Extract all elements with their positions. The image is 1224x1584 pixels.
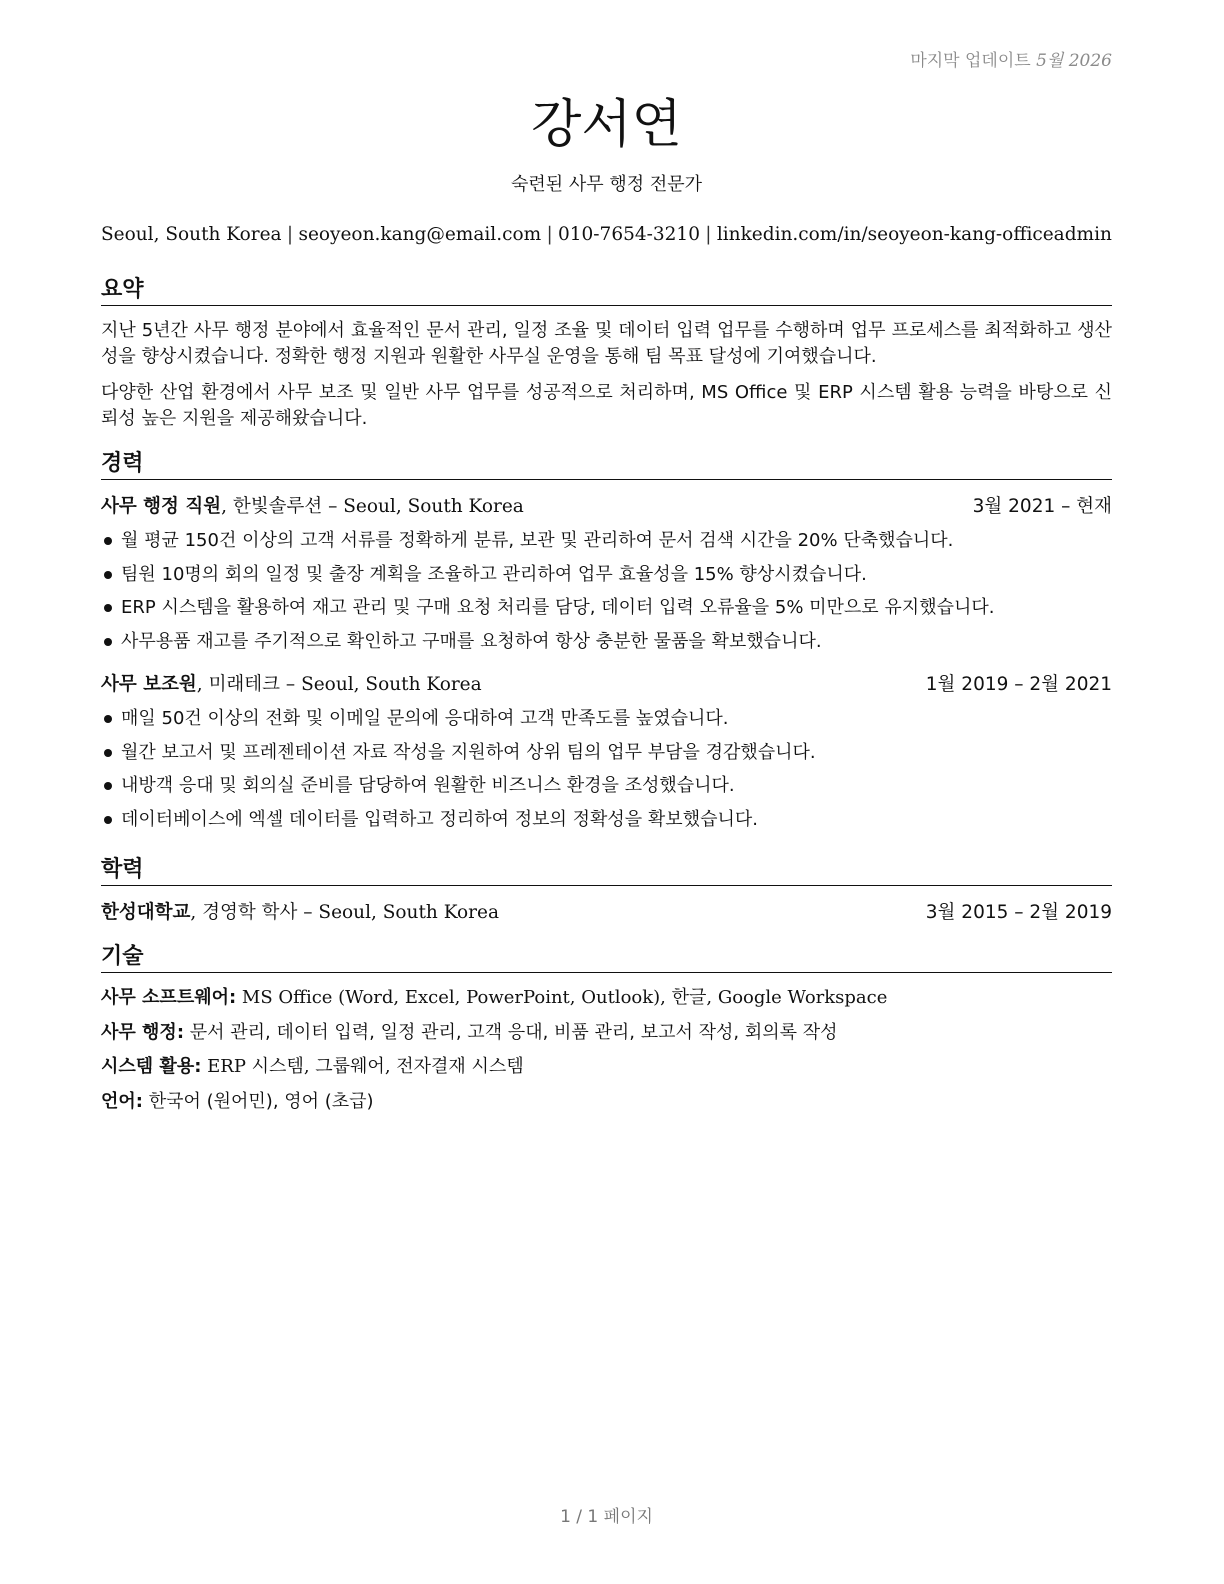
job-entry — [101, 494, 1112, 658]
summary-paragraph: 다양한 산업 환경에서 사무 보조 및 일반 사무 업무를 성공적으로 처리하며, MS Office 및 ERP 시스템 활용 능력을 바탕으로 신뢰성 높은 지원을 제공해왔습니다. — [101, 382, 1112, 429]
last-updated-date: 5월 2026 — [1036, 51, 1112, 71]
job-location: Seoul, South Korea — [343, 496, 524, 517]
skill-row — [101, 1016, 1112, 1051]
skill-value: MS Office (Word, Excel, PowerPoint, Outlook), 한글, Google Workspace — [241, 987, 888, 1008]
list-item: ERP 시스템을 활용하여 재고 관리 및 구매 요청 처리를 담당, 데이터 입력 오류율을 5% 미만으로 유지했습니다. — [101, 591, 1112, 625]
experience-heading: 경력 — [101, 449, 1112, 480]
list-item: 내방객 응대 및 회의실 준비를 담당하여 원활한 비즈니스 환경을 조성했습니다. — [101, 769, 1112, 803]
job-bullets — [101, 702, 1112, 836]
summary-paragraph: 지난 5년간 사무 행정 분야에서 효율적인 문서 관리, 일정 조율 및 데이터 입력 업무를 수행하며 업무 프로세스를 최적화하고 생산성을 향상시켰습니다. 정확한 행정 지원과 원활한 사무실 운영을 통해 팀 목표 달성에 기여했습니다. — [101, 320, 1112, 367]
skill-label: 시스템 활용: — [101, 1056, 202, 1077]
last-updated-label: 마지막 업데이트 — [910, 51, 1031, 71]
job-role: 사무 보조원 — [101, 674, 197, 695]
skills-section — [101, 942, 1112, 1119]
skills-list — [101, 981, 1112, 1119]
job-dates: 1월 2019 – 2월 2021 — [925, 674, 1112, 695]
list-item: 매일 50건 이상의 전화 및 이메일 문의에 응대하여 고객 만족도를 높였습니다. — [101, 702, 1112, 736]
list-item: 월 평균 150건 이상의 고객 서류를 정확하게 분류, 보관 및 관리하여 문서 검색 시간을 20% 단축했습니다. — [101, 524, 1112, 558]
contact-info — [101, 224, 1112, 245]
contact-separator: | — [286, 224, 294, 245]
candidate-tagline: 숙련된 사무 행정 전문가 — [510, 174, 703, 195]
skill-label: 사무 행정: — [101, 1021, 185, 1043]
list-item: 팀원 10명의 회의 일정 및 출장 계획을 조율하고 관리하여 업무 효율성을 15% 향상시켰습니다. — [101, 558, 1112, 592]
contact-separator: | — [546, 224, 553, 245]
job-header: 사무 보조원, 미래테크 – Seoul, South Korea 1월 2019 – 2월 2021 — [101, 672, 1112, 698]
candidate-name: 강서연 — [531, 95, 682, 155]
job-header: 사무 행정 직원, 한빛솔루션 – Seoul, South Korea 3월 2021 – 현재 — [101, 494, 1112, 520]
education-school: 한성대학교 — [101, 902, 191, 923]
list-item: 월간 보고서 및 프레젠테이션 자료 작성을 지원하여 상위 팀의 업무 부담을 경감했습니다. — [101, 736, 1112, 770]
job-company: 한빛솔루션 — [232, 496, 323, 517]
last-updated — [910, 46, 1112, 71]
contact-location: Seoul, South Korea — [101, 224, 282, 245]
skill-label: 언어: — [101, 1090, 143, 1112]
skill-row — [101, 1085, 1112, 1120]
skill-row — [101, 981, 1112, 1016]
resume-page — [101, 0, 1112, 1584]
list-item: 데이터베이스에 엑셀 데이터를 입력하고 정리하여 정보의 정확성을 확보했습니다. — [101, 803, 1112, 837]
summary-section — [101, 275, 1112, 432]
job-dates: 3월 2021 – 현재 — [972, 496, 1112, 517]
skill-value: 문서 관리, 데이터 입력, 일정 관리, 고객 응대, 비품 관리, 보고서 작성, 회의록 작성 — [189, 1021, 838, 1043]
job-bullets — [101, 524, 1112, 658]
skill-value: ERP 시스템, 그룹웨어, 전자결재 시스템 — [207, 1056, 524, 1077]
skill-row — [101, 1050, 1112, 1085]
contact-email[interactable]: seoyeon.kang@email.com — [298, 224, 542, 245]
skill-label: 사무 소프트웨어: — [101, 987, 237, 1008]
education-dates: 3월 2015 – 2월 2019 — [925, 902, 1112, 923]
summary-heading: 요약 — [101, 275, 1112, 306]
education-entry: 한성대학교, 경영학 학사 – Seoul, South Korea 3월 2015 – 2월 2019 — [101, 900, 1112, 926]
job-role: 사무 행정 직원 — [101, 496, 222, 517]
education-section — [101, 855, 1112, 926]
list-item: 사무용품 재고를 주기적으로 확인하고 구매를 요청하여 항상 충분한 물품을 확보했습니다. — [101, 625, 1112, 659]
education-degree: 경영학 학사 — [202, 902, 298, 923]
skills-heading: 기술 — [101, 942, 1112, 973]
contact-linkedin[interactable]: linkedin.com/in/seoyeon-kang-officeadmin — [716, 224, 1112, 245]
education-location: Seoul, South Korea — [318, 902, 499, 923]
contact-separator: | — [705, 224, 712, 245]
job-company: 미래테크 — [208, 674, 281, 695]
skill-value: 한국어 (원어민), 영어 (초급) — [148, 1090, 374, 1112]
contact-phone[interactable]: 010-7654-3210 — [558, 224, 700, 245]
experience-section — [101, 449, 1112, 836]
job-location: Seoul, South Korea — [301, 674, 482, 695]
job-entry — [101, 672, 1112, 836]
page-indicator: 1 / 1 페이지 — [560, 1507, 653, 1527]
education-heading: 학력 — [101, 855, 1112, 886]
